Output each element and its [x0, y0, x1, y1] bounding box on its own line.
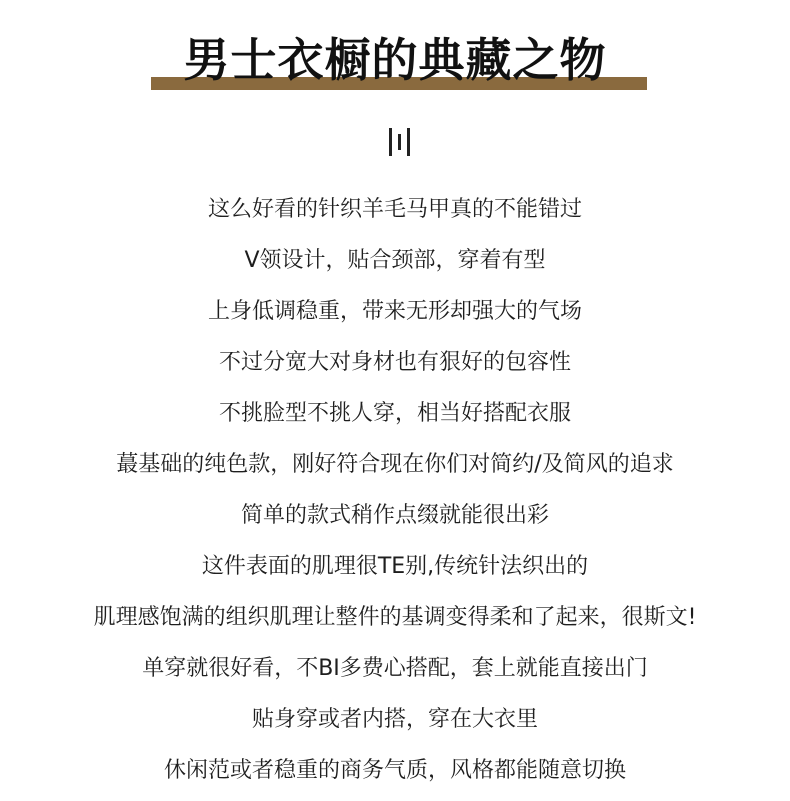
- description-line: V领设计，贴合颈部，穿着有型: [244, 248, 546, 273]
- description-line: 这么好看的针织羊毛马甲真的不能错过: [207, 197, 582, 222]
- description-line: 肌理感饱满的组织肌理让整件的基调变得柔和了起来，很斯文!: [93, 605, 697, 630]
- description-line: 这件表面的肌理很TE别,传统针法织出的: [201, 554, 589, 579]
- description-line: 休闲范或者稳重的商务气质，风格都能随意切换: [163, 758, 626, 783]
- description-line: 上身低调稳重，带来无形却强大的气场: [207, 299, 582, 324]
- description-line: 贴身穿或者内搭，穿在大衣里: [251, 707, 538, 732]
- description-lines: [0, 188, 790, 800]
- description-line: 单穿就很好看，不BI多费心搭配，套上就能直接出门: [142, 656, 648, 681]
- description-line: 简单的款式稍作点缀就能很出彩: [240, 503, 549, 528]
- description-line: 蕞基础的纯色款，刚好符合现在你们对简约/及简风的追求: [116, 452, 674, 477]
- description-line: 不过分宽大对身材也有狠好的包容性: [218, 350, 571, 375]
- title-block: [0, 28, 790, 98]
- triple-vertical-lines-icon: [389, 128, 411, 156]
- page-title: 男士衣橱的典藏之物: [183, 33, 607, 87]
- description-line: 不挑脸型不挑人穿，相当好搭配衣服: [218, 401, 571, 426]
